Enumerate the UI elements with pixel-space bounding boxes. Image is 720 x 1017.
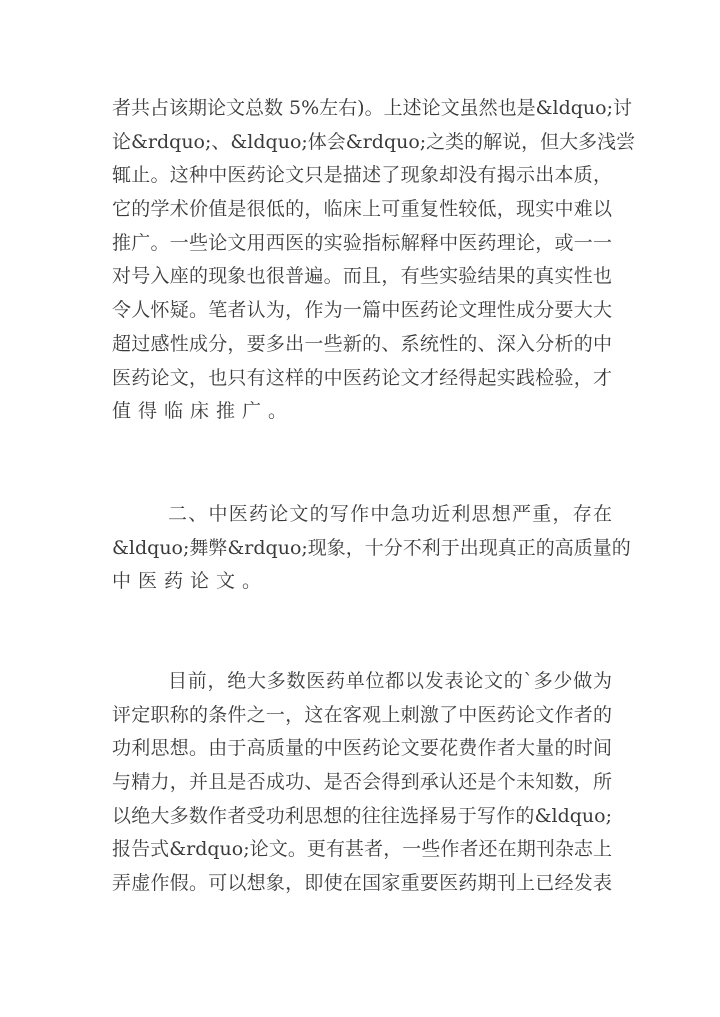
text-line: 者共占该期论文总数 5%左右)。上述论文虽然也是&ldquo;讨 (112, 97, 632, 119)
text-line: 推广。一些论文用西医的实验指标解释中医药理论，或一一 (112, 231, 612, 254)
text-line: 值得临床推广。 (112, 400, 295, 423)
text-line: 弄虚作假。可以想象，即使在国家重要医药期刊上已经发表 (112, 872, 612, 895)
text-line: 超过感性成分，要多出一些新的、系统性的、深入分析的中 (112, 332, 612, 355)
text-line: 以绝大多数作者受功利思想的往往选择易于写作的&ldquo; (112, 804, 612, 827)
text-line: 论&rdquo;、&ldquo;体会&rdquo;之类的解说，但大多浅尝 (112, 130, 636, 153)
body-paragraph-3 (112, 665, 612, 901)
text-line: 它的学术价值是很低的，临床上可重复性较低，现实中难以 (112, 198, 612, 221)
text-line: 令人怀疑。笔者认为，作为一篇中医药论文理性成分要大大 (112, 299, 612, 322)
text-line: 辄止。这种中医药论文只是描述了现象却没有揭示出本质， (112, 164, 612, 187)
text-line: 与精力，并且是否成功、是否会得到承认还是个未知数，所 (112, 771, 612, 794)
text-line: 评定职称的条件之一，这在客观上刺激了中医药论文作者的 (112, 703, 612, 726)
text-line: 功利思想。由于高质量的中医药论文要花费作者大量的时间 (112, 737, 612, 760)
heading-line: 二、中医药论文的写作中急功近利思想严重，存在 (168, 503, 612, 525)
text-line: 报告式&rdquo;论文。更有甚者，一些作者还在期刊杂志上 (112, 838, 612, 861)
text-line: 目前，绝大多数医药单位都以发表论文的`多少做为 (168, 670, 612, 692)
section-heading-2 (112, 498, 631, 599)
body-paragraph-1 (112, 92, 636, 429)
heading-line: 中医药论文。 (112, 570, 269, 593)
text-line: 对号入座的现象也很普遍。而且，有些实验结果的真实性也 (112, 265, 612, 288)
heading-line: &ldquo;舞弊&rdquo;现象，十分不利于出现真正的高质量的 (112, 536, 631, 559)
text-line: 医药论文，也只有这样的中医药论文才经得起实践检验，才 (112, 366, 612, 389)
